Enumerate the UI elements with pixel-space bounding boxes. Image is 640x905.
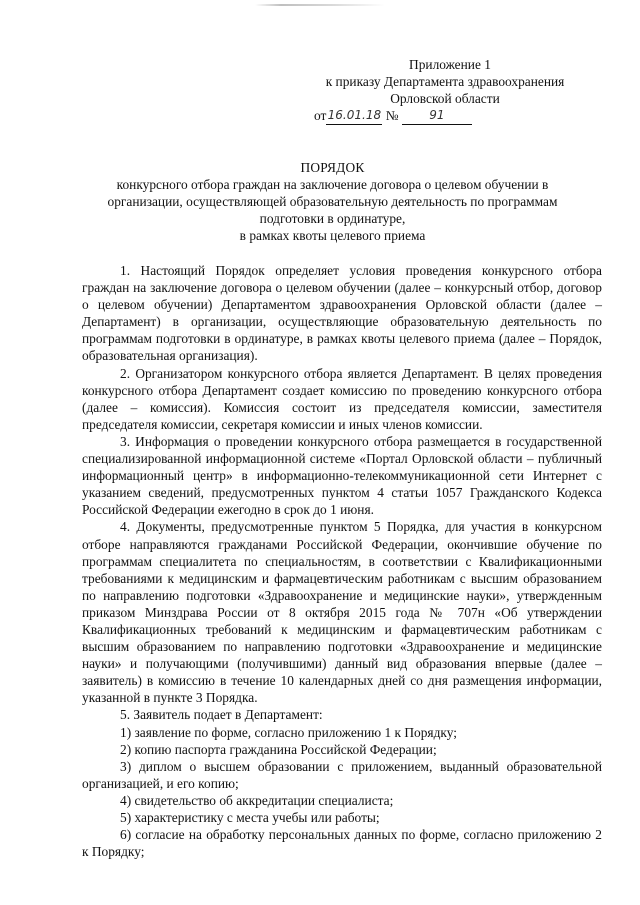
list-item-4: 4) свидетельство об аккредитации специалиста;: [120, 792, 394, 808]
annex-order-line: к приказу Департамента здравоохранения: [325, 74, 565, 89]
list-item-1: 1) заявление по форме, согласно приложению 1 к Порядку;: [120, 724, 457, 740]
paragraph-4: 4. Документы, предусмотренные пунктом 5 Порядка, для участия в конкурсном отборе направляются гражданами Российской Федерации, окончившие обучение по программам специалитета по специальностям, в соответствии с Квалификационными требованиями к медицинским и фармацевтическим работникам с высшим образованием по направлению подготовки «Здравоохранение и медицинские науки», утвержденным приказом Минздрава России от 8 октября 2015 года № 707н «Об утверждении Квалификационных требований к медицинским и фармацевтическим работникам с высшим образованием по направлению подготовки «Здравоохранение и медицинские науки» и получающими (получившими) данный вид образования впервые (далее – заявитель) в комиссию в течение 10 календарных дней со дня размещения информации, указанной в пункте 3 Порядка.: [82, 519, 602, 706]
document-title: ПОРЯДОК: [300, 160, 365, 175]
annex-date-row: [300, 107, 590, 126]
handwritten-date: 16.01.18: [326, 107, 382, 125]
document-subtitle-line-2: организации, осуществляющей образовательную деятельность по программам: [107, 194, 558, 209]
list-item-6: 6) согласие на обработку персональных данных по форме, согласно приложению 2 к Порядку;: [82, 827, 602, 860]
scan-artifact: [255, 4, 385, 6]
paragraph-3: 3. Информация о проведении конкурсного отбора размещается в государственной специализированной информационной системе «Портал Орловской области – публичный информационный центр» в информационно-телекоммуникационной сети Интернет с указанием сведений, предусмотренных пунктом 4 статьи 1057 Гражданского Кодекса Российской Федерации ежегодно в срок до 1 июня.: [82, 433, 602, 518]
date-prefix: от: [314, 108, 327, 123]
document-subtitle-line-1: конкурсного отбора граждан на заключение договора о целевом обучении в: [116, 177, 549, 192]
list-item-3: 3) диплом о высшем образовании с приложением, выданный образовательной организацией, и его копию;: [82, 758, 602, 791]
document-subtitle-line-3: подготовки в ординатуре,: [259, 211, 406, 226]
handwritten-number: 91: [402, 107, 472, 125]
list-item-2: 2) копию паспорта гражданина Российской Федерации;: [120, 741, 437, 757]
list-item-5: 5) характеристику с места учебы или работы;: [120, 810, 380, 825]
annex-header: [300, 56, 590, 126]
paragraph-5: 5. Заявитель подает в Департамент:: [120, 707, 323, 723]
number-prefix: №: [385, 108, 399, 123]
document-subtitle-line-4: в рамках квоты целевого приема: [239, 228, 426, 243]
annex-region-line: Орловской области: [390, 91, 500, 106]
paragraph-2: 2. Организатором конкурсного отбора является Департамент. В целях проведения конкурсного отбора Департамент создает комиссию по проведению конкурсного отбора (далее – комиссия). Комиссия состоит из председателя комиссии, заместителя председателя комиссии, секретаря комиссии и иных членов комиссии.: [82, 365, 602, 432]
paragraph-1: 1. Настоящий Порядок определяет условия проведения конкурсного отбора граждан на заключение договора о целевом обучении (далее – конкурсный отбор, договор о целевом обучении) Департаментом здравоохранения Орловской области (далее – Департамент) в организации, осуществляющие образовательную деятельность по программам подготовки в ординатуре, в рамках квоты целевого приема (далее – Порядок, образовательная организация).: [82, 263, 602, 364]
document-heading: [80, 159, 585, 244]
annex-title: Приложение 1: [409, 57, 491, 72]
document-body: [82, 262, 602, 860]
